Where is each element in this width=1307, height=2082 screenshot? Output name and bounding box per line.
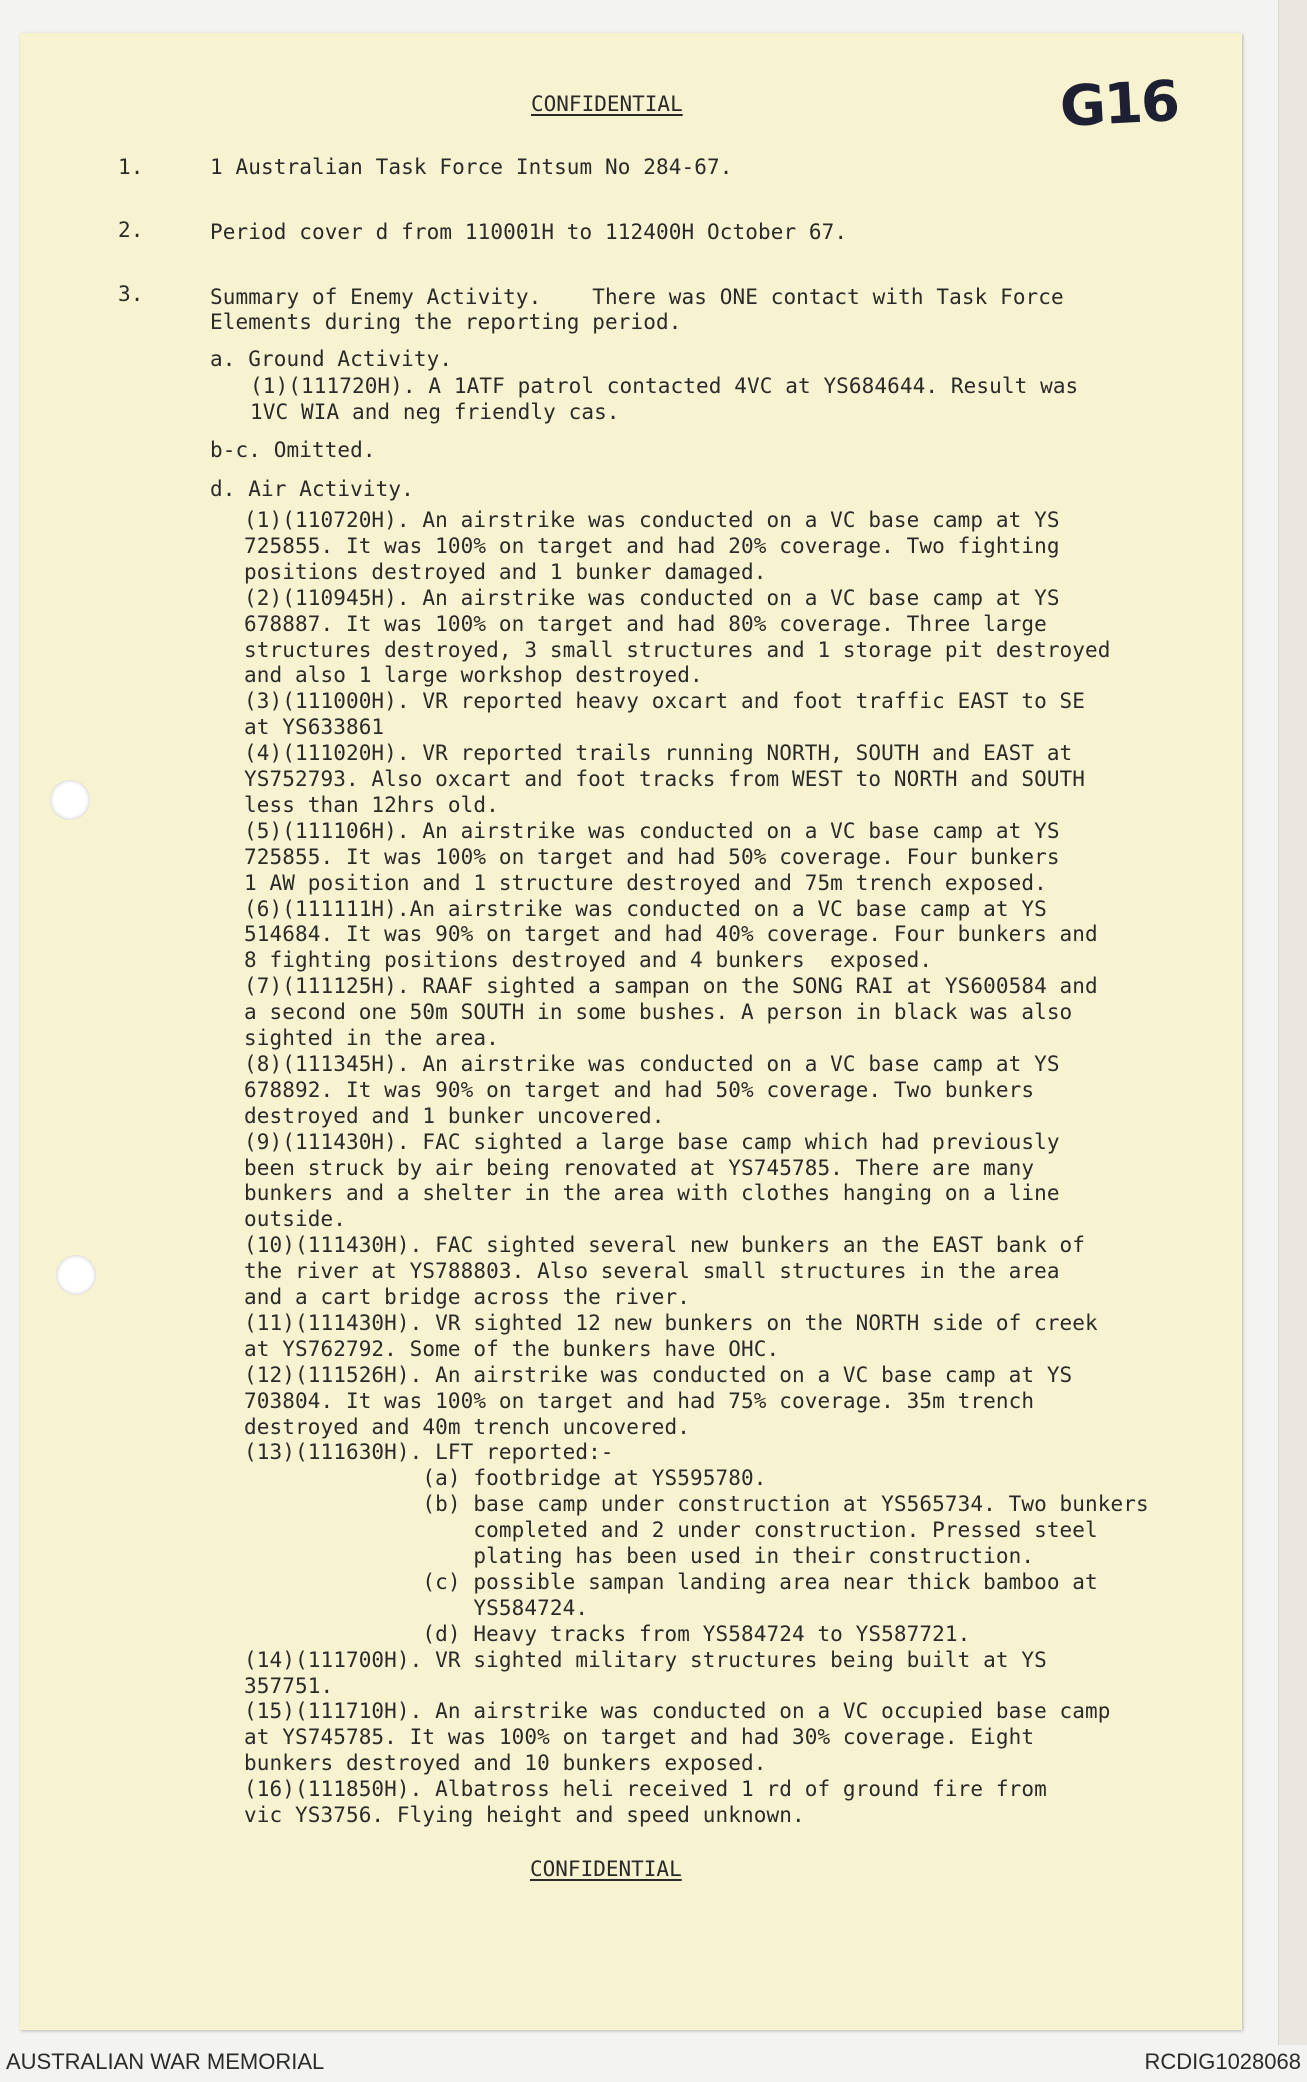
air-activity-line: (6)(111111H).An airstrike was conducted on a VC base camp at YS <box>244 896 1047 921</box>
air-activity-line: YS752793. Also oxcart and foot tracks from WEST to NORTH and SOUTH <box>244 767 1086 791</box>
ground-activity-heading: a. Ground Activity. <box>210 347 453 371</box>
air-activity-line: (16)(111850H). Albatross heli received 1 rd of ground fire from <box>244 1777 1047 1802</box>
archive-id: RCDIG1028068 <box>1144 2049 1301 2074</box>
air-activity-line: YS584724. <box>244 1595 589 1620</box>
air-activity-line: (c) possible sampan landing area near thick bamboo at <box>244 1569 1098 1594</box>
air-activity-line: (4)(111020H). VR reported trails running NORTH, SOUTH and EAST at <box>244 741 1073 766</box>
air-activity-line: been struck by air being renovated at YS745785. There are many <box>244 1155 1035 1180</box>
air-activity-line: (d) Heavy tracks from YS584724 to YS587721. <box>244 1621 971 1646</box>
air-activity-line: completed and 2 under construction. Pressed steel <box>244 1518 1098 1543</box>
item-number: 3. <box>118 282 144 306</box>
air-activity-line: (13)(111630H). LFT reported:- <box>244 1440 614 1465</box>
punch-hole <box>50 780 90 820</box>
air-activity-line: (2)(110945H). An airstrike was conducted on a VC base camp at YS <box>244 585 1060 610</box>
air-activity-line: outside. <box>244 1207 346 1232</box>
summary-line: Summary of Enemy Activity. There was ONE contact with Task Force <box>210 285 1064 309</box>
punch-hole <box>56 1255 96 1295</box>
ground-activity-line: (1)(111720H). A 1ATF patrol contacted 4VC at YS684644. Result was <box>250 374 1079 398</box>
item-number: 1. <box>118 155 144 179</box>
air-activity-line: 725855. It was 100% on target and had 20% coverage. Two fighting <box>244 533 1060 558</box>
air-activity-line: destroyed and 1 bunker uncovered. <box>244 1103 665 1128</box>
air-activity-line: 678892. It was 90% on target and had 50% coverage. Two bunkers <box>244 1077 1035 1102</box>
scan-edge <box>1278 0 1307 2045</box>
air-activity-line: 678887. It was 100% on target and had 80% coverage. Three large <box>244 611 1047 636</box>
omitted-line: b-c. Omitted. <box>210 438 376 462</box>
air-activity-line: 725855. It was 100% on target and had 50% coverage. Four bunkers <box>244 844 1060 869</box>
air-activity-line: (5)(111106H). An airstrike was conducted on a VC base camp at YS <box>244 818 1060 843</box>
air-activity-line: at YS762792. Some of the bunkers have OHC. <box>244 1336 780 1361</box>
classification-header: CONFIDENTIAL <box>531 92 683 116</box>
air-activity-line: (12)(111526H). An airstrike was conducted on a VC base camp at YS <box>244 1362 1073 1387</box>
air-activity-line: (a) footbridge at YS595780. <box>244 1466 767 1491</box>
air-activity-line: (11)(111430H). VR sighted 12 new bunkers on the NORTH side of creek <box>244 1310 1098 1335</box>
air-activity-line: sighted in the area. <box>244 1026 499 1050</box>
air-activity-line: structures destroyed, 3 small structures and 1 storage pit destroyed <box>244 637 1111 662</box>
air-activity-line: plating has been used in their construction. <box>244 1544 1035 1568</box>
air-activity-line: less than 12hrs old. <box>244 792 499 817</box>
ground-activity-line: 1VC WIA and neg friendly cas. <box>250 400 620 424</box>
air-activity-line: (8)(111345H). An airstrike was conducted on a VC base camp at YS <box>244 1051 1060 1076</box>
air-activity-line: and also 1 large workshop destroyed. <box>244 663 703 688</box>
air-activity-line: 703804. It was 100% on target and had 75% coverage. 35m trench <box>244 1388 1035 1413</box>
air-activity-line: bunkers destroyed and 10 bunkers exposed. <box>244 1751 767 1776</box>
air-activity-line: 1 AW position and 1 structure destroyed and 75m trench exposed. <box>244 870 1047 895</box>
summary-line: Elements during the reporting period. <box>210 310 682 334</box>
air-activity-line: bunkers and a shelter in the area with clothes hanging on a line <box>244 1181 1060 1206</box>
air-activity-line: 357751. <box>244 1673 334 1698</box>
intsum-title: 1 Australian Task Force Intsum No 284-67. <box>210 155 733 179</box>
item-number: 2. <box>118 218 144 242</box>
archive-name: AUSTRALIAN WAR MEMORIAL <box>6 2049 325 2074</box>
air-activity-line: (14)(111700H). VR sighted military structures being built at YS <box>244 1647 1047 1672</box>
period-covered: Period cover d from 110001H to 112400H October 67. <box>210 220 848 244</box>
air-activity-heading: d. Air Activity. <box>210 477 414 501</box>
air-activity-line: the river at YS788803. Also several small structures in the area <box>244 1259 1060 1284</box>
air-activity-line: (b) base camp under construction at YS565734. Two bunkers <box>244 1492 1149 1517</box>
air-activity-line: (10)(111430H). FAC sighted several new bunkers an the EAST bank of <box>244 1233 1086 1258</box>
air-activity-line: (9)(111430H). FAC sighted a large base camp which had previously <box>244 1129 1060 1154</box>
air-activity-line: vic YS3756. Flying height and speed unknown. <box>244 1803 805 1827</box>
classification-footer: CONFIDENTIAL <box>530 1857 682 1881</box>
air-activity-line: and a cart bridge across the river. <box>244 1285 691 1309</box>
air-activity-line: (15)(111710H). An airstrike was conducted on a VC occupied base camp <box>244 1699 1111 1724</box>
air-activity-line: a second one 50m SOUTH in some bushes. A person in black was also <box>244 1000 1073 1025</box>
air-activity-line: destroyed and 40m trench uncovered. <box>244 1414 691 1439</box>
air-activity-line: positions destroyed and 1 bunker damaged. <box>244 559 767 584</box>
air-activity-line: (3)(111000H). VR reported heavy oxcart and foot traffic EAST to SE <box>244 689 1086 714</box>
air-activity-line: at YS633861 <box>244 715 385 740</box>
handwritten-reference: G16 <box>1058 68 1180 141</box>
air-activity-line: 514684. It was 90% on target and had 40% coverage. Four bunkers and <box>244 922 1098 947</box>
air-activity-line: (7)(111125H). RAAF sighted a sampan on the SONG RAI at YS600584 and <box>244 974 1098 999</box>
air-activity-line: (1)(110720H). An airstrike was conducted on a VC base camp at YS <box>244 508 1060 532</box>
air-activity-line: 8 fighting positions destroyed and 4 bunkers exposed. <box>244 948 933 973</box>
air-activity-line: at YS745785. It was 100% on target and had 30% coverage. Eight <box>244 1725 1035 1750</box>
